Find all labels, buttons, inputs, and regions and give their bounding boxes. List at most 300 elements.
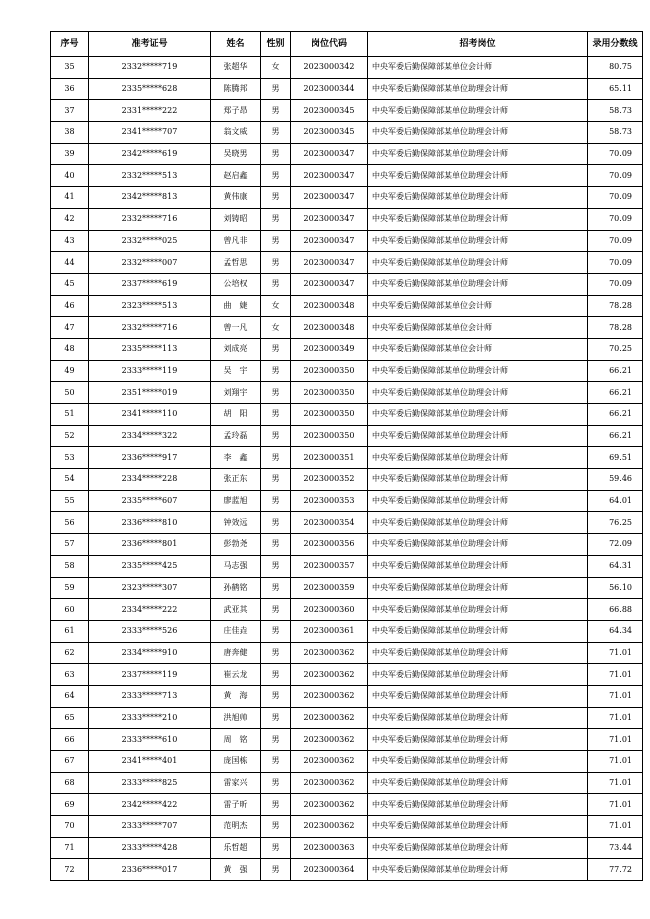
cell-position: 中央军委后勤保障部某单位助理会计师 [368, 230, 588, 252]
cell-seq: 40 [51, 165, 89, 187]
cell-gender: 男 [261, 382, 291, 404]
cell-seq: 70 [51, 816, 89, 838]
cell-score: 80.75 [588, 57, 643, 79]
cell-name: 曾一凡 [211, 317, 261, 339]
table-row [51, 729, 643, 751]
table-row [51, 490, 643, 512]
cell-code: 2023000352 [291, 469, 368, 491]
cell-score: 64.31 [588, 555, 643, 577]
cell-position: 中央军委后勤保障部某单位助理会计师 [368, 620, 588, 642]
cell-name: 张超华 [211, 57, 261, 79]
cell-name: 公培权 [211, 273, 261, 295]
cell-ticket: 2334*****228 [89, 469, 211, 491]
cell-score: 70.09 [588, 252, 643, 274]
header-gender: 性别 [261, 32, 291, 57]
cell-code: 2023000360 [291, 599, 368, 621]
cell-ticket: 2323*****307 [89, 577, 211, 599]
cell-gender: 男 [261, 512, 291, 534]
cell-seq: 39 [51, 143, 89, 165]
cell-gender: 女 [261, 317, 291, 339]
cell-score: 58.73 [588, 122, 643, 144]
cell-position: 中央军委后勤保障部某单位助理会计师 [368, 859, 588, 881]
cell-score: 71.01 [588, 707, 643, 729]
table-row [51, 122, 643, 144]
cell-code: 2023000348 [291, 295, 368, 317]
cell-score: 73.44 [588, 837, 643, 859]
cell-gender: 男 [261, 187, 291, 209]
cell-seq: 49 [51, 360, 89, 382]
cell-name: 刘铸昭 [211, 208, 261, 230]
cell-code: 2023000362 [291, 642, 368, 664]
cell-seq: 61 [51, 620, 89, 642]
cell-ticket: 2332*****716 [89, 208, 211, 230]
table-row [51, 837, 643, 859]
cell-position: 中央军委后勤保障部某单位助理会计师 [368, 512, 588, 534]
cell-name: 孟哲思 [211, 252, 261, 274]
cell-seq: 35 [51, 57, 89, 79]
header-score: 录用分数线 [588, 32, 643, 57]
cell-gender: 男 [261, 447, 291, 469]
cell-ticket: 2335*****113 [89, 338, 211, 360]
cell-ticket: 2336*****810 [89, 512, 211, 534]
table-row [51, 317, 643, 339]
cell-position: 中央军委后勤保障部某单位助理会计师 [368, 664, 588, 686]
cell-code: 2023000347 [291, 273, 368, 295]
table-row [51, 360, 643, 382]
cell-seq: 42 [51, 208, 89, 230]
cell-code: 2023000362 [291, 729, 368, 751]
cell-seq: 45 [51, 273, 89, 295]
cell-seq: 36 [51, 78, 89, 100]
cell-code: 2023000362 [291, 707, 368, 729]
cell-ticket: 2333*****119 [89, 360, 211, 382]
cell-name: 洪旭帅 [211, 707, 261, 729]
table-row [51, 664, 643, 686]
cell-position: 中央军委后勤保障部某单位助理会计师 [368, 642, 588, 664]
cell-seq: 67 [51, 751, 89, 773]
cell-ticket: 2332*****716 [89, 317, 211, 339]
cell-position: 中央军委后勤保障部某单位助理会计师 [368, 772, 588, 794]
table-row [51, 772, 643, 794]
cell-position: 中央军委后勤保障部某单位会计师 [368, 317, 588, 339]
cell-position: 中央军委后勤保障部某单位助理会计师 [368, 143, 588, 165]
cell-code: 2023000356 [291, 534, 368, 556]
cell-seq: 69 [51, 794, 89, 816]
cell-position: 中央军委后勤保障部某单位助理会计师 [368, 252, 588, 274]
cell-seq: 59 [51, 577, 89, 599]
cell-position: 中央军委后勤保障部某单位助理会计师 [368, 685, 588, 707]
cell-gender: 男 [261, 599, 291, 621]
cell-code: 2023000345 [291, 100, 368, 122]
cell-name: 乐哲超 [211, 837, 261, 859]
cell-seq: 62 [51, 642, 89, 664]
cell-seq: 44 [51, 252, 89, 274]
cell-gender: 男 [261, 252, 291, 274]
cell-ticket: 2332*****025 [89, 230, 211, 252]
cell-code: 2023000362 [291, 772, 368, 794]
cell-ticket: 2332*****007 [89, 252, 211, 274]
cell-ticket: 2331*****222 [89, 100, 211, 122]
cell-code: 2023000362 [291, 685, 368, 707]
table-row [51, 512, 643, 534]
cell-score: 78.28 [588, 295, 643, 317]
cell-score: 77.72 [588, 859, 643, 881]
cell-ticket: 2333*****210 [89, 707, 211, 729]
cell-seq: 64 [51, 685, 89, 707]
cell-seq: 66 [51, 729, 89, 751]
cell-name: 孟玲磊 [211, 425, 261, 447]
table-row [51, 577, 643, 599]
cell-code: 2023000359 [291, 577, 368, 599]
cell-name: 黄伟康 [211, 187, 261, 209]
cell-name: 黄 强 [211, 859, 261, 881]
cell-score: 71.01 [588, 685, 643, 707]
cell-seq: 54 [51, 469, 89, 491]
cell-name: 周 铭 [211, 729, 261, 751]
cell-position: 中央军委后勤保障部某单位助理会计师 [368, 208, 588, 230]
table-row [51, 642, 643, 664]
cell-position: 中央军委后勤保障部某单位助理会计师 [368, 534, 588, 556]
cell-seq: 72 [51, 859, 89, 881]
cell-code: 2023000347 [291, 230, 368, 252]
cell-score: 71.01 [588, 794, 643, 816]
cell-name: 李 鑫 [211, 447, 261, 469]
cell-position: 中央军委后勤保障部某单位助理会计师 [368, 382, 588, 404]
header-code: 岗位代码 [291, 32, 368, 57]
cell-gender: 男 [261, 664, 291, 686]
cell-position: 中央军委后勤保障部某单位助理会计师 [368, 599, 588, 621]
cell-name: 廖蓝旭 [211, 490, 261, 512]
cell-code: 2023000345 [291, 122, 368, 144]
cell-code: 2023000361 [291, 620, 368, 642]
table-row [51, 859, 643, 881]
cell-gender: 男 [261, 78, 291, 100]
cell-name: 吴晓男 [211, 143, 261, 165]
cell-code: 2023000342 [291, 57, 368, 79]
cell-score: 70.25 [588, 338, 643, 360]
cell-name: 钟效远 [211, 512, 261, 534]
cell-position: 中央军委后勤保障部某单位助理会计师 [368, 425, 588, 447]
cell-code: 2023000362 [291, 751, 368, 773]
cell-position: 中央军委后勤保障部某单位助理会计师 [368, 577, 588, 599]
cell-seq: 52 [51, 425, 89, 447]
cell-name: 马志强 [211, 555, 261, 577]
cell-gender: 女 [261, 57, 291, 79]
table-row [51, 685, 643, 707]
cell-ticket: 2337*****119 [89, 664, 211, 686]
table-row [51, 469, 643, 491]
cell-position: 中央军委后勤保障部某单位助理会计师 [368, 707, 588, 729]
cell-gender: 男 [261, 360, 291, 382]
cell-code: 2023000354 [291, 512, 368, 534]
table-row [51, 707, 643, 729]
header-row [51, 32, 643, 57]
cell-code: 2023000350 [291, 425, 368, 447]
cell-position: 中央军委后勤保障部某单位会计师 [368, 57, 588, 79]
table-row [51, 57, 643, 79]
cell-gender: 男 [261, 534, 291, 556]
cell-code: 2023000362 [291, 816, 368, 838]
cell-position: 中央军委后勤保障部某单位助理会计师 [368, 490, 588, 512]
cell-ticket: 2335*****607 [89, 490, 211, 512]
cell-ticket: 2333*****428 [89, 837, 211, 859]
cell-position: 中央军委后勤保障部某单位助理会计师 [368, 273, 588, 295]
cell-ticket: 2332*****513 [89, 165, 211, 187]
cell-seq: 56 [51, 512, 89, 534]
cell-position: 中央军委后勤保障部某单位助理会计师 [368, 751, 588, 773]
table-row [51, 404, 643, 426]
cell-gender: 男 [261, 642, 291, 664]
table-row [51, 187, 643, 209]
header-ticket: 准考证号 [89, 32, 211, 57]
table-row [51, 816, 643, 838]
cell-gender: 男 [261, 143, 291, 165]
table-row [51, 382, 643, 404]
cell-name: 张正东 [211, 469, 261, 491]
cell-ticket: 2336*****017 [89, 859, 211, 881]
cell-ticket: 2342*****619 [89, 143, 211, 165]
cell-ticket: 2342*****813 [89, 187, 211, 209]
cell-seq: 65 [51, 707, 89, 729]
cell-ticket: 2333*****825 [89, 772, 211, 794]
cell-code: 2023000353 [291, 490, 368, 512]
table-row [51, 273, 643, 295]
cell-position: 中央军委后勤保障部某单位助理会计师 [368, 100, 588, 122]
cell-score: 70.09 [588, 208, 643, 230]
cell-score: 56.10 [588, 577, 643, 599]
cell-ticket: 2335*****425 [89, 555, 211, 577]
cell-gender: 男 [261, 338, 291, 360]
cell-score: 71.01 [588, 751, 643, 773]
cell-position: 中央军委后勤保障部某单位助理会计师 [368, 187, 588, 209]
cell-score: 72.09 [588, 534, 643, 556]
cell-position: 中央军委后勤保障部某单位会计师 [368, 338, 588, 360]
cell-code: 2023000364 [291, 859, 368, 881]
cell-seq: 60 [51, 599, 89, 621]
cell-name: 翁文威 [211, 122, 261, 144]
header-seq: 序号 [51, 32, 89, 57]
cell-score: 78.28 [588, 317, 643, 339]
table-row [51, 338, 643, 360]
header-name: 姓名 [211, 32, 261, 57]
cell-name: 庄佳垚 [211, 620, 261, 642]
cell-gender: 男 [261, 772, 291, 794]
cell-score: 66.21 [588, 404, 643, 426]
cell-score: 76.25 [588, 512, 643, 534]
table-row [51, 208, 643, 230]
table-row [51, 555, 643, 577]
cell-seq: 51 [51, 404, 89, 426]
results-sheet [50, 31, 643, 881]
cell-seq: 43 [51, 230, 89, 252]
cell-score: 66.21 [588, 360, 643, 382]
cell-gender: 男 [261, 230, 291, 252]
cell-code: 2023000344 [291, 78, 368, 100]
cell-gender: 男 [261, 794, 291, 816]
cell-ticket: 2334*****222 [89, 599, 211, 621]
cell-seq: 47 [51, 317, 89, 339]
cell-name: 雷家兴 [211, 772, 261, 794]
cell-name: 曾凡非 [211, 230, 261, 252]
table-row [51, 620, 643, 642]
cell-code: 2023000347 [291, 208, 368, 230]
cell-code: 2023000348 [291, 317, 368, 339]
cell-seq: 38 [51, 122, 89, 144]
cell-seq: 55 [51, 490, 89, 512]
cell-score: 71.01 [588, 816, 643, 838]
cell-score: 58.73 [588, 100, 643, 122]
table-body [51, 57, 643, 881]
cell-score: 66.88 [588, 599, 643, 621]
cell-score: 70.09 [588, 230, 643, 252]
cell-name: 陈腾邦 [211, 78, 261, 100]
cell-gender: 男 [261, 208, 291, 230]
cell-position: 中央军委后勤保障部某单位助理会计师 [368, 555, 588, 577]
table-row [51, 165, 643, 187]
cell-name: 胡 阳 [211, 404, 261, 426]
table-row [51, 100, 643, 122]
cell-code: 2023000347 [291, 187, 368, 209]
table-row [51, 143, 643, 165]
cell-score: 69.51 [588, 447, 643, 469]
cell-code: 2023000362 [291, 794, 368, 816]
cell-ticket: 2351*****019 [89, 382, 211, 404]
header-position: 招考岗位 [368, 32, 588, 57]
cell-position: 中央军委后勤保障部某单位助理会计师 [368, 469, 588, 491]
table-row [51, 599, 643, 621]
cell-ticket: 2341*****110 [89, 404, 211, 426]
cell-gender: 男 [261, 729, 291, 751]
cell-gender: 男 [261, 707, 291, 729]
cell-name: 庞国栋 [211, 751, 261, 773]
cell-name: 刘翔宇 [211, 382, 261, 404]
cell-score: 71.01 [588, 772, 643, 794]
cell-seq: 68 [51, 772, 89, 794]
table-row [51, 78, 643, 100]
cell-gender: 男 [261, 837, 291, 859]
table-row [51, 230, 643, 252]
cell-name: 彭勃尧 [211, 534, 261, 556]
cell-position: 中央军委后勤保障部某单位助理会计师 [368, 360, 588, 382]
cell-code: 2023000347 [291, 165, 368, 187]
cell-gender: 男 [261, 404, 291, 426]
cell-ticket: 2334*****910 [89, 642, 211, 664]
cell-seq: 58 [51, 555, 89, 577]
cell-gender: 男 [261, 751, 291, 773]
cell-gender: 男 [261, 685, 291, 707]
cell-position: 中央军委后勤保障部某单位助理会计师 [368, 404, 588, 426]
cell-seq: 50 [51, 382, 89, 404]
cell-seq: 37 [51, 100, 89, 122]
cell-gender: 男 [261, 100, 291, 122]
cell-score: 70.09 [588, 165, 643, 187]
cell-score: 66.21 [588, 425, 643, 447]
cell-name: 崔云龙 [211, 664, 261, 686]
cell-position: 中央军委后勤保障部某单位助理会计师 [368, 794, 588, 816]
cell-code: 2023000350 [291, 404, 368, 426]
cell-ticket: 2335*****628 [89, 78, 211, 100]
cell-ticket: 2333*****526 [89, 620, 211, 642]
cell-gender: 男 [261, 469, 291, 491]
cell-code: 2023000349 [291, 338, 368, 360]
cell-score: 64.01 [588, 490, 643, 512]
cell-score: 59.46 [588, 469, 643, 491]
cell-gender: 男 [261, 859, 291, 881]
cell-ticket: 2342*****422 [89, 794, 211, 816]
cell-code: 2023000351 [291, 447, 368, 469]
cell-name: 郑子昂 [211, 100, 261, 122]
cell-gender: 男 [261, 122, 291, 144]
cell-gender: 女 [261, 295, 291, 317]
cell-score: 65.11 [588, 78, 643, 100]
cell-gender: 男 [261, 425, 291, 447]
cell-code: 2023000363 [291, 837, 368, 859]
cell-score: 66.21 [588, 382, 643, 404]
cell-code: 2023000347 [291, 252, 368, 274]
table-row [51, 252, 643, 274]
cell-ticket: 2334*****322 [89, 425, 211, 447]
cell-ticket: 2333*****713 [89, 685, 211, 707]
table-row [51, 751, 643, 773]
cell-name: 刘成亮 [211, 338, 261, 360]
cell-score: 71.01 [588, 729, 643, 751]
cell-ticket: 2336*****801 [89, 534, 211, 556]
cell-code: 2023000350 [291, 382, 368, 404]
cell-score: 64.34 [588, 620, 643, 642]
cell-name: 黄 海 [211, 685, 261, 707]
cell-position: 中央军委后勤保障部某单位助理会计师 [368, 447, 588, 469]
table-row [51, 447, 643, 469]
cell-score: 70.09 [588, 187, 643, 209]
cell-score: 71.01 [588, 642, 643, 664]
cell-seq: 71 [51, 837, 89, 859]
cell-score: 70.09 [588, 273, 643, 295]
cell-seq: 48 [51, 338, 89, 360]
cell-position: 中央军委后勤保障部某单位助理会计师 [368, 816, 588, 838]
cell-name: 孙鹤铭 [211, 577, 261, 599]
cell-seq: 53 [51, 447, 89, 469]
cell-seq: 46 [51, 295, 89, 317]
cell-ticket: 2333*****610 [89, 729, 211, 751]
cell-name: 武亚其 [211, 599, 261, 621]
table-row [51, 794, 643, 816]
cell-ticket: 2341*****401 [89, 751, 211, 773]
cell-position: 中央军委后勤保障部某单位助理会计师 [368, 165, 588, 187]
cell-name: 雷子昕 [211, 794, 261, 816]
cell-ticket: 2337*****619 [89, 273, 211, 295]
cell-name: 吴 宇 [211, 360, 261, 382]
cell-position: 中央军委后勤保障部某单位会计师 [368, 295, 588, 317]
table-row [51, 425, 643, 447]
cell-name: 范明杰 [211, 816, 261, 838]
cell-code: 2023000357 [291, 555, 368, 577]
cell-gender: 男 [261, 816, 291, 838]
cell-ticket: 2333*****707 [89, 816, 211, 838]
cell-code: 2023000362 [291, 664, 368, 686]
cell-position: 中央军委后勤保障部某单位助理会计师 [368, 837, 588, 859]
cell-gender: 男 [261, 490, 291, 512]
cell-position: 中央军委后勤保障部某单位助理会计师 [368, 122, 588, 144]
cell-position: 中央军委后勤保障部某单位助理会计师 [368, 729, 588, 751]
cell-code: 2023000347 [291, 143, 368, 165]
cell-name: 赵启鑫 [211, 165, 261, 187]
cell-position: 中央军委后勤保障部某单位助理会计师 [368, 78, 588, 100]
cell-seq: 63 [51, 664, 89, 686]
cell-score: 71.01 [588, 664, 643, 686]
cell-code: 2023000350 [291, 360, 368, 382]
table-row [51, 534, 643, 556]
cell-seq: 57 [51, 534, 89, 556]
